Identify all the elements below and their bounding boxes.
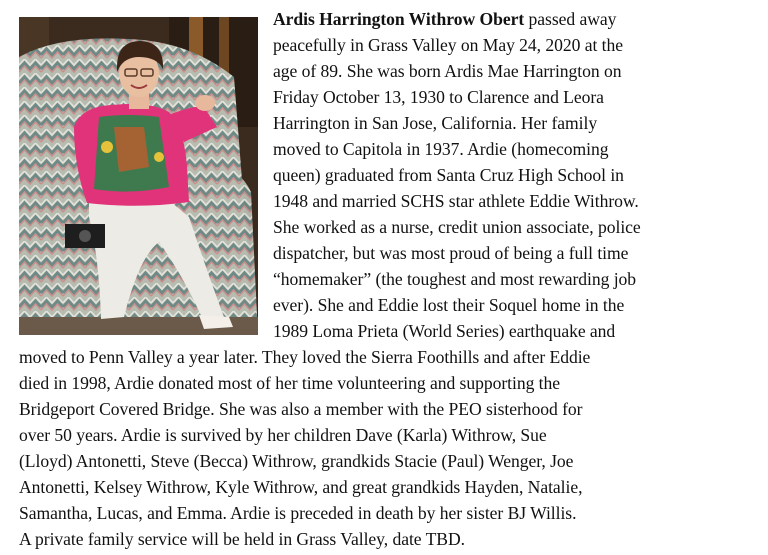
text-line: passed away: [524, 9, 617, 29]
text-line: (Lloyd) Antonetti, Steve (Becca) Withrow, grandkids Stacie (Paul) Wenger, Joe: [19, 451, 574, 471]
text-line: queen) graduated from Santa Cruz High School in: [273, 165, 624, 185]
text-line: 1948 and married SCHS star athlete Eddie Withrow.: [273, 191, 639, 211]
line-1: [273, 6, 616, 32]
text-line: Bridgeport Covered Bridge. She was also a member with the PEO sisterhood for: [19, 399, 583, 419]
text-line: Friday October 13, 1930 to Clarence and Leora: [273, 87, 604, 107]
text-line: dispatcher, but was most proud of being a full time: [273, 243, 629, 263]
text-line: “homemaker” (the toughest and most rewarding job: [273, 269, 637, 289]
deceased-name: Ardis Harrington Withrow Obert: [273, 9, 525, 29]
text-line: moved to Capitola in 1937. Ardie (homecoming: [273, 139, 609, 159]
text-line: over 50 years. Ardie is survived by her children Dave (Karla) Withrow, Sue: [19, 425, 547, 445]
text-line: She worked as a nurse, credit union associate, police: [273, 217, 641, 237]
text-line: moved to Penn Valley a year later. They loved the Sierra Foothills and after Eddie: [19, 347, 591, 367]
text-line: 1989 Loma Prieta (World Series) earthquake and: [273, 321, 616, 341]
text-line: died in 1998, Ardie donated most of her time volunteering and supporting the: [19, 373, 561, 393]
text-line: Harrington in San Jose, California. Her family: [273, 113, 598, 133]
text-line: ever). She and Eddie lost their Soquel home in the: [273, 295, 625, 315]
text-line: age of 89. She was born Ardis Mae Harrington on: [273, 61, 622, 81]
text-line: A private family service will be held in Grass Valley, date TBD.: [19, 529, 465, 549]
text-line: Antonetti, Kelsey Withrow, Kyle Withrow, and great grandkids Hayden, Natalie,: [19, 477, 583, 497]
text-line: peacefully in Grass Valley on May 24, 2020 at the: [273, 35, 623, 55]
portrait-photo: [19, 17, 258, 335]
text-line: Samantha, Lucas, and Emma. Ardie is preceded in death by her sister BJ Willis.: [19, 503, 577, 523]
